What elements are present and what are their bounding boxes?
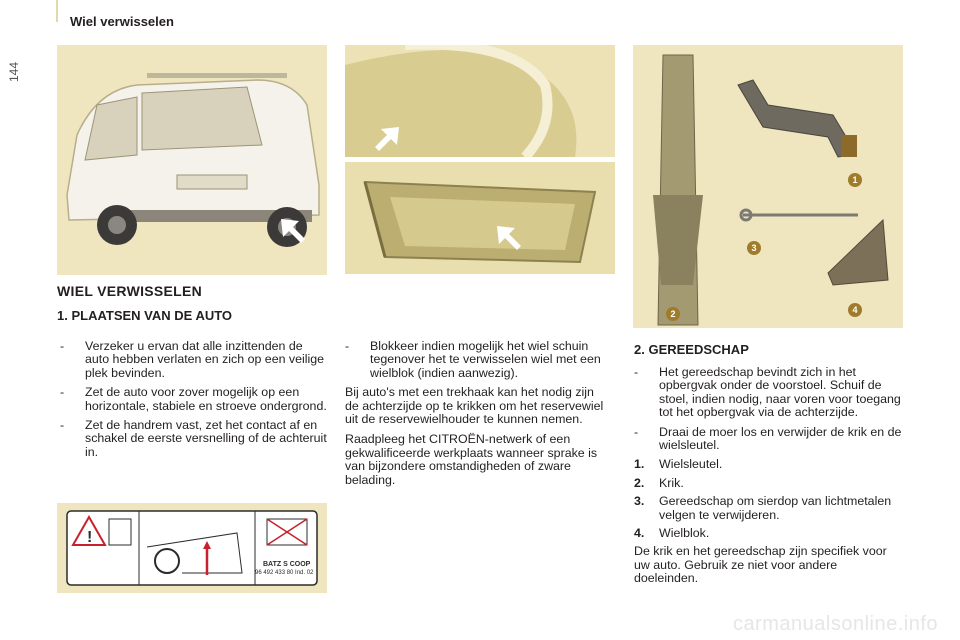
- page-number: 144: [7, 61, 21, 82]
- warning-label-illustration: [57, 503, 327, 593]
- network-note: Raadpleeg het CITROËN-netwerk of een gekwalificeerde werkplaats wanneer sprake is van bijzondere omstandigheden of zware belading.: [345, 432, 598, 487]
- towbar-note: Bij auto's met een trekhaak kan het nodig zijn de achterzijde op te krikken om het reservewiel uit de reservewielhouder te kunnen nemen.: [345, 385, 604, 427]
- column-1: [60, 340, 328, 465]
- column-2: [345, 340, 607, 494]
- tools-photo: [633, 45, 903, 328]
- numbered-item: 4. Wielblok.: [634, 526, 710, 541]
- header-rule: [56, 0, 58, 22]
- page-header: Wiel verwisselen: [70, 14, 174, 29]
- label-maker: BATZ S COOP: [263, 561, 311, 568]
- storage-illustration: [345, 162, 615, 274]
- arrow-up-left-icon-2: [495, 224, 523, 252]
- list-item: - Het gereedschap bevindt zich in het opbergvak onder de voorstoel. Schuif de stoel, indien nodig, naar voren voor toegang tot het opbergvak via de achterzijde.: [634, 365, 901, 420]
- section-subtitle: 1. PLAATSEN VAN DE AUTO: [57, 308, 233, 323]
- closing-note: De krik en het gereedschap zijn specifiek voor uw auto. Gebruik ze niet voor andere doeleinden.: [634, 544, 887, 586]
- numbered-item: 1. Wielsleutel.: [634, 457, 723, 472]
- callout-2: 2: [666, 307, 680, 321]
- arrow-up-right-icon: [373, 125, 401, 153]
- callout-3: 3: [747, 241, 761, 255]
- section-title: WIEL VERWISSELEN: [57, 283, 203, 299]
- watermark: carmanualsonline.info: [732, 613, 938, 635]
- list-item: - Zet de handrem vast, zet het contact af en schakel de eerste versnelling of de achteruit in.: [60, 418, 327, 459]
- tools-illustration: [633, 45, 903, 328]
- warning-label-figure: [57, 503, 327, 593]
- seat-photo: [345, 45, 615, 157]
- van-rear-photo: [57, 45, 327, 275]
- callout-4: 4: [848, 303, 862, 317]
- column-3: [634, 366, 902, 593]
- numbered-item: 3. Gereedschap om sierdop van lichtmetalen velgen te verwijderen.: [634, 494, 892, 522]
- list-item: - Verzeker u ervan dat alle inzittenden de auto hebben verlaten en zich op een veilige plek bevinden.: [60, 339, 325, 380]
- arrow-up-left-icon: [279, 217, 307, 245]
- label-part-number: 96 492 433 80 Ind. 02: [255, 570, 314, 576]
- list-item: - Draai de moer los en verwijder de krik en de wielsleutel.: [634, 424, 902, 453]
- svg-text:!: !: [87, 529, 93, 546]
- list-item: - Blokkeer indien mogelijk het wiel schuin tegenover het te verwisselen wiel met een wielblok (indien aanwezig).: [345, 339, 601, 380]
- numbered-item: 2. Krik.: [634, 475, 684, 490]
- list-item: - Zet de auto voor zover mogelijk op een horizontale, stabiele en stroeve ondergrond.: [60, 385, 327, 413]
- storage-compartment-photo: [345, 162, 615, 274]
- callout-1: 1: [848, 173, 862, 187]
- tools-title: 2. GEREEDSCHAP: [634, 342, 749, 357]
